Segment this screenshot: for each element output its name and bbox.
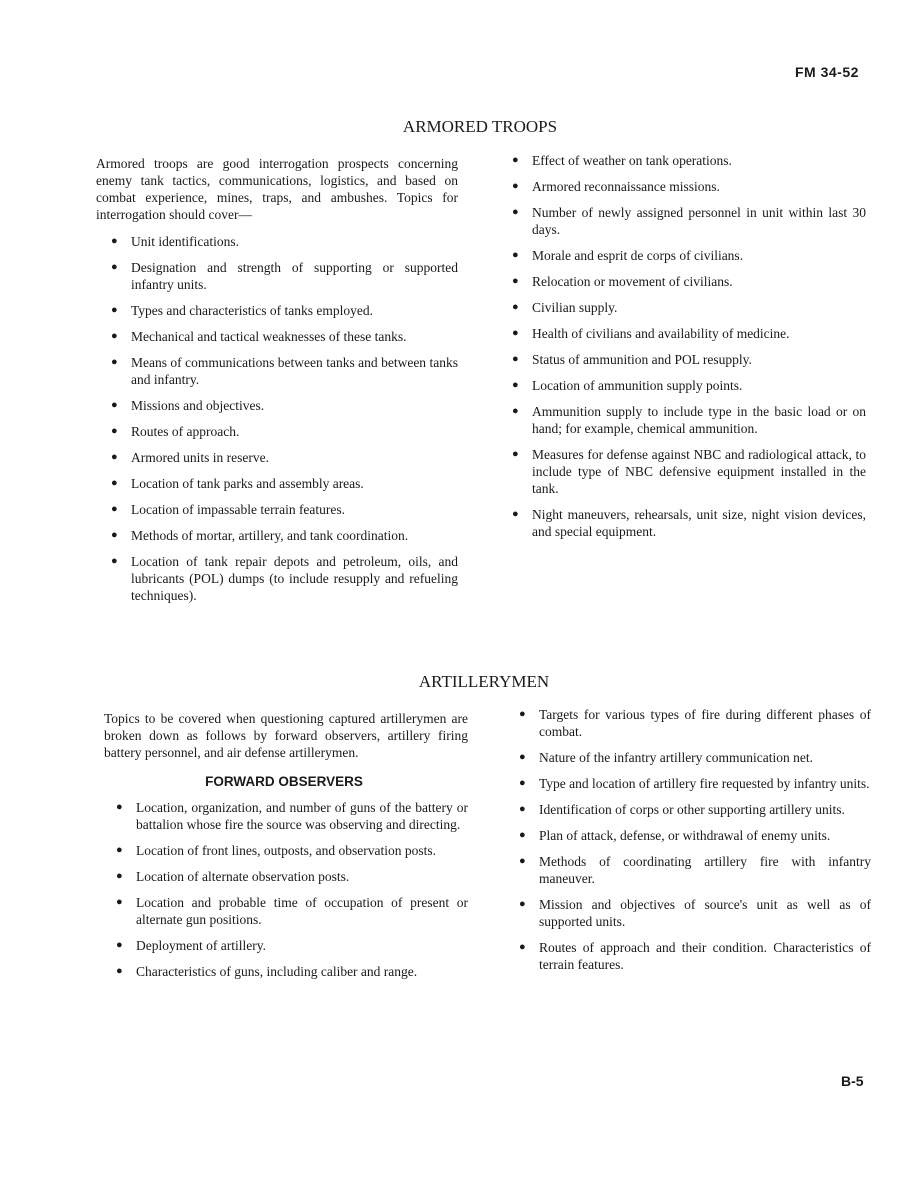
manual-number: FM 34-52 xyxy=(795,64,859,80)
list-item-text: Location of tank repair depots and petroleum, oils, and lubricants (POL) dumps (to include resupply and refueling techniques). xyxy=(131,554,458,603)
list-item-text: Armored reconnaissance missions. xyxy=(532,179,720,194)
list-item xyxy=(519,827,871,844)
list-item xyxy=(116,937,468,954)
bullet-icon: ● xyxy=(519,777,526,789)
list-item-text: Number of newly assigned personnel in unit within last 30 days. xyxy=(532,205,866,237)
list-item-text: Location and probable time of occupation of present or alternate gun positions. xyxy=(136,895,468,927)
bullet-icon: ● xyxy=(512,301,519,313)
list-item xyxy=(111,354,458,388)
list-item xyxy=(116,963,468,980)
list-item xyxy=(519,853,871,887)
bullet-icon: ● xyxy=(519,829,526,841)
section-title-armored-troops: ARMORED TROOPS xyxy=(402,117,558,136)
list-item-text: Routes of approach. xyxy=(131,424,240,439)
bullet-icon: ● xyxy=(512,405,519,417)
bullet-icon: ● xyxy=(116,939,123,951)
list-item-text: Type and location of artillery fire requested by infantry units. xyxy=(539,776,870,791)
bullet-icon: ● xyxy=(512,206,519,218)
artillerymen-list-right xyxy=(519,706,871,973)
list-item xyxy=(116,894,468,928)
list-item-text: Means of communications between tanks and between tanks and infantry. xyxy=(131,355,458,387)
section-title-artillerymen: ARTILLERYMEN xyxy=(418,672,550,691)
bullet-icon: ● xyxy=(512,180,519,192)
bullet-icon: ● xyxy=(111,261,118,273)
armored-troops-left-column xyxy=(96,155,458,613)
list-item xyxy=(116,842,468,859)
list-item xyxy=(512,325,866,342)
list-item xyxy=(512,152,866,169)
list-item xyxy=(512,247,866,264)
bullet-icon: ● xyxy=(512,154,519,166)
bullet-icon: ● xyxy=(519,855,526,867)
list-item-text: Types and characteristics of tanks employed. xyxy=(131,303,373,318)
bullet-icon: ● xyxy=(512,249,519,261)
bullet-icon: ● xyxy=(116,801,123,813)
list-item-text: Measures for defense against NBC and radiological attack, to include type of NBC defensive equipment installed in the tank. xyxy=(532,447,866,496)
bullet-icon: ● xyxy=(111,235,118,247)
list-item xyxy=(111,302,458,319)
list-item-text: Ammunition supply to include type in the basic load or on hand; for example, chemical ammunition. xyxy=(532,404,866,436)
list-item xyxy=(512,273,866,290)
list-item-text: Routes of approach and their condition. Characteristics of terrain features. xyxy=(539,940,871,972)
list-item xyxy=(111,553,458,604)
list-item xyxy=(111,259,458,293)
bullet-icon: ● xyxy=(111,330,118,342)
list-item-text: Location of tank parks and assembly areas. xyxy=(131,476,364,491)
list-item xyxy=(512,204,866,238)
list-item xyxy=(111,423,458,440)
list-item-text: Targets for various types of fire during different phases of combat. xyxy=(539,707,871,739)
page-number: B-5 xyxy=(841,1073,864,1089)
list-item xyxy=(512,299,866,316)
list-item xyxy=(519,896,871,930)
list-item-text: Missions and objectives. xyxy=(131,398,265,413)
list-item-text: Methods of mortar, artillery, and tank coordination. xyxy=(131,528,409,543)
list-item xyxy=(512,377,866,394)
bullet-icon: ● xyxy=(519,803,526,815)
list-item xyxy=(519,706,871,740)
list-item xyxy=(111,527,458,544)
list-item xyxy=(512,178,866,195)
bullet-icon: ● xyxy=(111,529,118,541)
artillerymen-left-column xyxy=(100,710,468,989)
forward-observers-heading: FORWARD OBSERVERS xyxy=(205,774,363,789)
list-item-text: Characteristics of guns, including caliber and range. xyxy=(136,964,418,979)
bullet-icon: ● xyxy=(512,353,519,365)
list-item-text: Location of impassable terrain features. xyxy=(131,502,346,517)
list-item-text: Civilian supply. xyxy=(532,300,618,315)
artillerymen-right-column xyxy=(519,706,871,982)
list-item-text: Mechanical and tactical weaknesses of these tanks. xyxy=(131,329,407,344)
bullet-icon: ● xyxy=(519,941,526,953)
list-item-text: Status of ammunition and POL resupply. xyxy=(532,352,752,367)
list-item xyxy=(111,233,458,250)
list-item-text: Location of front lines, outposts, and observation posts. xyxy=(136,843,436,858)
armored-troops-list-left xyxy=(111,233,458,604)
armored-troops-intro: Armored troops are good interrogation prospects concerning enemy tank tactics, communications, logistics, and based on combat experience, mines, traps, and ambushes. Topics for interrogation should cover— xyxy=(96,156,458,222)
bullet-icon: ● xyxy=(512,508,519,520)
bullet-icon: ● xyxy=(116,965,123,977)
list-item-text: Armored units in reserve. xyxy=(131,450,269,465)
list-item-text: Relocation or movement of civilians. xyxy=(532,274,733,289)
bullet-icon: ● xyxy=(512,379,519,391)
list-item xyxy=(519,775,871,792)
list-item xyxy=(512,446,866,497)
list-item xyxy=(111,475,458,492)
bullet-icon: ● xyxy=(512,448,519,460)
bullet-icon: ● xyxy=(512,275,519,287)
list-item-text: Location, organization, and number of guns of the battery or battalion whose fire the source was observing and directing. xyxy=(136,800,468,832)
list-item-text: Methods of coordinating artillery fire with infantry maneuver. xyxy=(539,854,871,886)
bullet-icon: ● xyxy=(116,870,123,882)
list-item xyxy=(519,939,871,973)
bullet-icon: ● xyxy=(111,356,118,368)
bullet-icon: ● xyxy=(111,451,118,463)
list-item-text: Unit identifications. xyxy=(131,234,239,249)
bullet-icon: ● xyxy=(111,555,118,567)
bullet-icon: ● xyxy=(111,477,118,489)
bullet-icon: ● xyxy=(519,708,526,720)
bullet-icon: ● xyxy=(116,896,123,908)
list-item xyxy=(111,397,458,414)
bullet-icon: ● xyxy=(512,327,519,339)
bullet-icon: ● xyxy=(519,898,526,910)
artillerymen-list-left xyxy=(116,799,468,980)
list-item xyxy=(519,801,871,818)
list-item-text: Morale and esprit de corps of civilians. xyxy=(532,248,744,263)
bullet-icon: ● xyxy=(111,304,118,316)
list-item-text: Plan of attack, defense, or withdrawal of enemy units. xyxy=(539,828,831,843)
list-item-text: Health of civilians and availability of medicine. xyxy=(532,326,790,341)
armored-troops-right-column xyxy=(512,152,866,549)
list-item-text: Mission and objectives of source's unit as well as of supported units. xyxy=(539,897,871,929)
list-item xyxy=(512,351,866,368)
list-item xyxy=(512,403,866,437)
list-item xyxy=(111,328,458,345)
bullet-icon: ● xyxy=(116,844,123,856)
list-item-text: Nature of the infantry artillery communication net. xyxy=(539,750,814,765)
bullet-icon: ● xyxy=(111,503,118,515)
list-item-text: Identification of corps or other supporting artillery units. xyxy=(539,802,845,817)
list-item xyxy=(111,501,458,518)
list-item-text: Designation and strength of supporting or supported infantry units. xyxy=(131,260,458,292)
list-item xyxy=(116,799,468,833)
list-item-text: Deployment of artillery. xyxy=(136,938,266,953)
list-item xyxy=(116,868,468,885)
bullet-icon: ● xyxy=(111,399,118,411)
armored-troops-list-right xyxy=(512,152,866,540)
list-item xyxy=(512,506,866,540)
list-item xyxy=(111,449,458,466)
bullet-icon: ● xyxy=(111,425,118,437)
list-item-text: Location of ammunition supply points. xyxy=(532,378,743,393)
list-item xyxy=(519,749,871,766)
list-item-text: Location of alternate observation posts. xyxy=(136,869,350,884)
artillerymen-intro: Topics to be covered when questioning captured artillerymen are broken down as follows by forward observers, artillery firing battery personnel, and air defense artillerymen. xyxy=(104,711,468,760)
list-item-text: Effect of weather on tank operations. xyxy=(532,153,732,168)
bullet-icon: ● xyxy=(519,751,526,763)
list-item-text: Night maneuvers, rehearsals, unit size, night vision devices, and special equipment. xyxy=(532,507,866,539)
